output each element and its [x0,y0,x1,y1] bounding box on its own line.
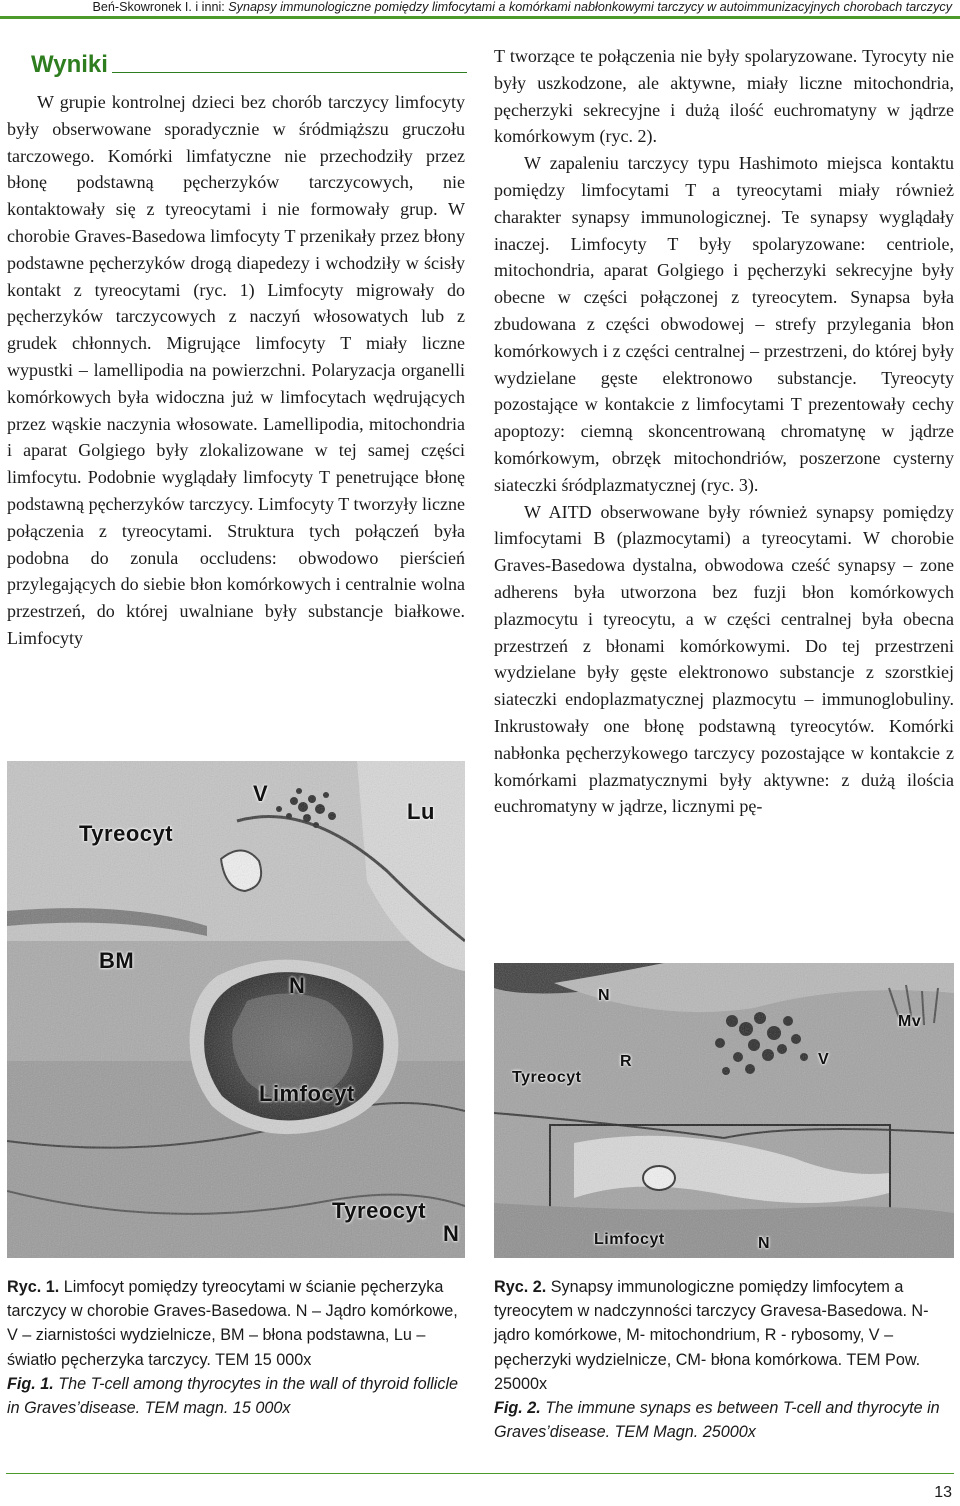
caption-2-text: Synapsy immunologiczne pomiędzy limfocytem a tyreocytem w nadczynności tarczycy Gravesa-Basedowa. N- jądro komórkowe, M- mitochondrium, R - rybosomy, V – pęcherzyki wydzielnicze, CM- błona komórkowa. TEM Pow. 25000x [494,1278,929,1393]
right-paragraph: W AITD obserwowane były również synapsy pomiędzy limfocytami B (plazmocytami) a tyreocytami. W chorobie Graves-Basedowa dystalna, obwodowa cześć synapsy – zone adherens była utworzona bez fuzji błon komórkowych plazmocytu i tyreocytu, a w części centralnej była obecna przestrzeń z błonami komórkowymi. Do tej przestrzeni wydzielane były gęste elektronowo substancje z szorstkiej siateczki endoplazmatycznej plazmocytu – immunoglobuliny. Inkrustowały one błonę podstawną tyreocytów. Komórki nabłonka pęcherzykowego tarczycy pozostające w kontakcie z komórkami plazmatycznymi były aktywne: z dużą ilościa euchromatyny w jądrze, licznymi pę- [494,501,954,817]
label-bm: BM [99,948,135,973]
label-n-top: N [598,987,611,1004]
label-n-bottom: N [758,1235,771,1252]
header-rule [0,16,960,19]
header-authors: Beń-Skowronek I. i inni: [92,0,229,14]
section-heading [31,47,467,77]
caption-1-polish [7,1275,465,1372]
caption-1-english [7,1372,465,1420]
caption-2-en-number: Fig. 2. [494,1399,541,1418]
label-r: R [620,1053,633,1070]
left-paragraph: W grupie kontrolnej dzieci bez chorób tarczycy limfocyty były obserwowane sporadycznie w śródmiąższu gruczołu tarczowego. Komórki limfatyczne nie przechodziły przez błonę podstawną pęcherzyków tarczycowych, nie kontaktowały się z tyreocytami i nie formowały grup. W chorobie Graves-Basedowa limfocyty T przenikały przez błony podstawne pęcherzyków drogą diapedezy i wchodziły w ścisły kontakt z tyreocytami (ryc. 1) Limfocyty migrowały do pęcherzyków tarczycowych z naczyń włosowatych lub z grudek chłonnych. Migrujące limfocyty T miały liczne wypustki – lamellipodia na powierzchni. Polaryzacja organelli komórkowych była widoczna już w limfocytach wędrujących przez wąskie naczynia włosowate. Lamellipodia, mitochondria i aparat Golgiego były zlokalizowane w tej samej części limfocytu. Podobnie wyglądały limfocyty T penetrujące błonę podstawną pęcherzyków tarczycy. Limfocyty T tworzyły liczne połączenia z tyreocytami. Struktura tych połączeń była podobna do zonula occludens: obwodowo pierścień przylegających do siebie błon komórkowych i centralnie wolna przestrzeń, do której uwalniane były substancje białkowe. Limfocyty [7,92,465,648]
caption-2-polish [494,1275,954,1396]
label-limfocyt: Limfocyt [594,1231,665,1248]
header-article-title: Synapsy immunologiczne pomiędzy limfocytami a komórkami nabłonkowymi tarczycy w autoimmunizacyjnych chorobach tarczycy [228,0,952,14]
caption-2-number: Ryc. 2. [494,1278,547,1296]
right-paragraph: T tworzące te połączenia nie były spolaryzowane. Tyrocyty nie były uszkodzone, ale aktywne, miały liczne mitochondria, pęcherzyki sekrecyjne i dużą ilość euchromatyny w jądrze komórkowym (ryc. 2). [494,46,954,147]
footer-rule [6,1473,954,1474]
running-header [0,0,960,28]
section-title: Wyniki [31,51,108,78]
right-paragraph: W zapaleniu tarczycy typu Hashimoto miejsca kontaktu pomiędzy limfocytami T a tyreocytami miały również charakter synapsy immunologicznej. Te synapsy wyglądały inaczej. Limfocyty T były spolaryzowane: centriole, mitochondria, aparat Golgiego i pęcherzyki sekrecyjne były obecne w części połączonej z tyreocytem. Synapsa była zbudowana z części obwodowej – strefy przylegania błon komórkowych i z części centralnej – przestrzeni, do której były wydzielane gęste elektronowo substancje. Tyreocyty pozostające w kontakcie z limfocytami T prezentowały cechy apoptozy: ciemną skoncentrowaną chromatynę w jądrze komórkowym, obrzęk mitochondriów, poszerzone cysterny siateczki śródplazmatycznej (ryc. 3). [494,153,954,495]
caption-1-number: Ryc. 1. [7,1278,60,1296]
label-v: V [253,781,269,806]
caption-2-en-text: The immune synaps es between T-cell and thyrocyte in Graves’disease. TEM Magn. 25000x [494,1399,940,1442]
label-v: V [818,1051,830,1068]
label-mv: Mv [898,1013,922,1030]
figure-1-caption [7,1275,465,1420]
page-number: 13 [934,1484,952,1501]
label-limfocyt: Limfocyt [259,1081,355,1106]
caption-2-english [494,1396,954,1444]
caption-1-text: Limfocyt pomiędzy tyreocytami w ścianie pęcherzyka tarczycy w chorobie Graves-Basedowa. N – Jądro komórkowe, V – ziarnistości wydzielnicze, BM – błona podstawna, Lu – światło pęcherzyka tarczycy. TEM 15 000x [7,1278,458,1369]
caption-1-en-number: Fig. 1. [7,1374,54,1393]
figure-1-micrograph [7,761,465,1258]
label-tyreocyt-bottom: Tyreocyt [332,1198,427,1223]
label-tyreocyt: Tyreocyt [512,1069,582,1086]
label-n-center: N [289,973,306,998]
left-column [7,89,465,652]
right-column [494,43,954,820]
figure-2-caption [494,1275,954,1444]
section-title-rule [112,72,467,73]
caption-1-en-text: The T-cell among thyrocytes in the wall of thyroid follicle in Graves’disease. TEM magn. 15 000x [7,1374,459,1418]
micrograph-2-image [494,963,954,1258]
label-lu: Lu [407,799,435,824]
label-tyreocyt-top: Tyreocyt [79,821,174,846]
figure-2-micrograph [494,963,954,1258]
label-n-bottom: N [443,1221,460,1246]
micrograph-1-image [7,761,465,1258]
